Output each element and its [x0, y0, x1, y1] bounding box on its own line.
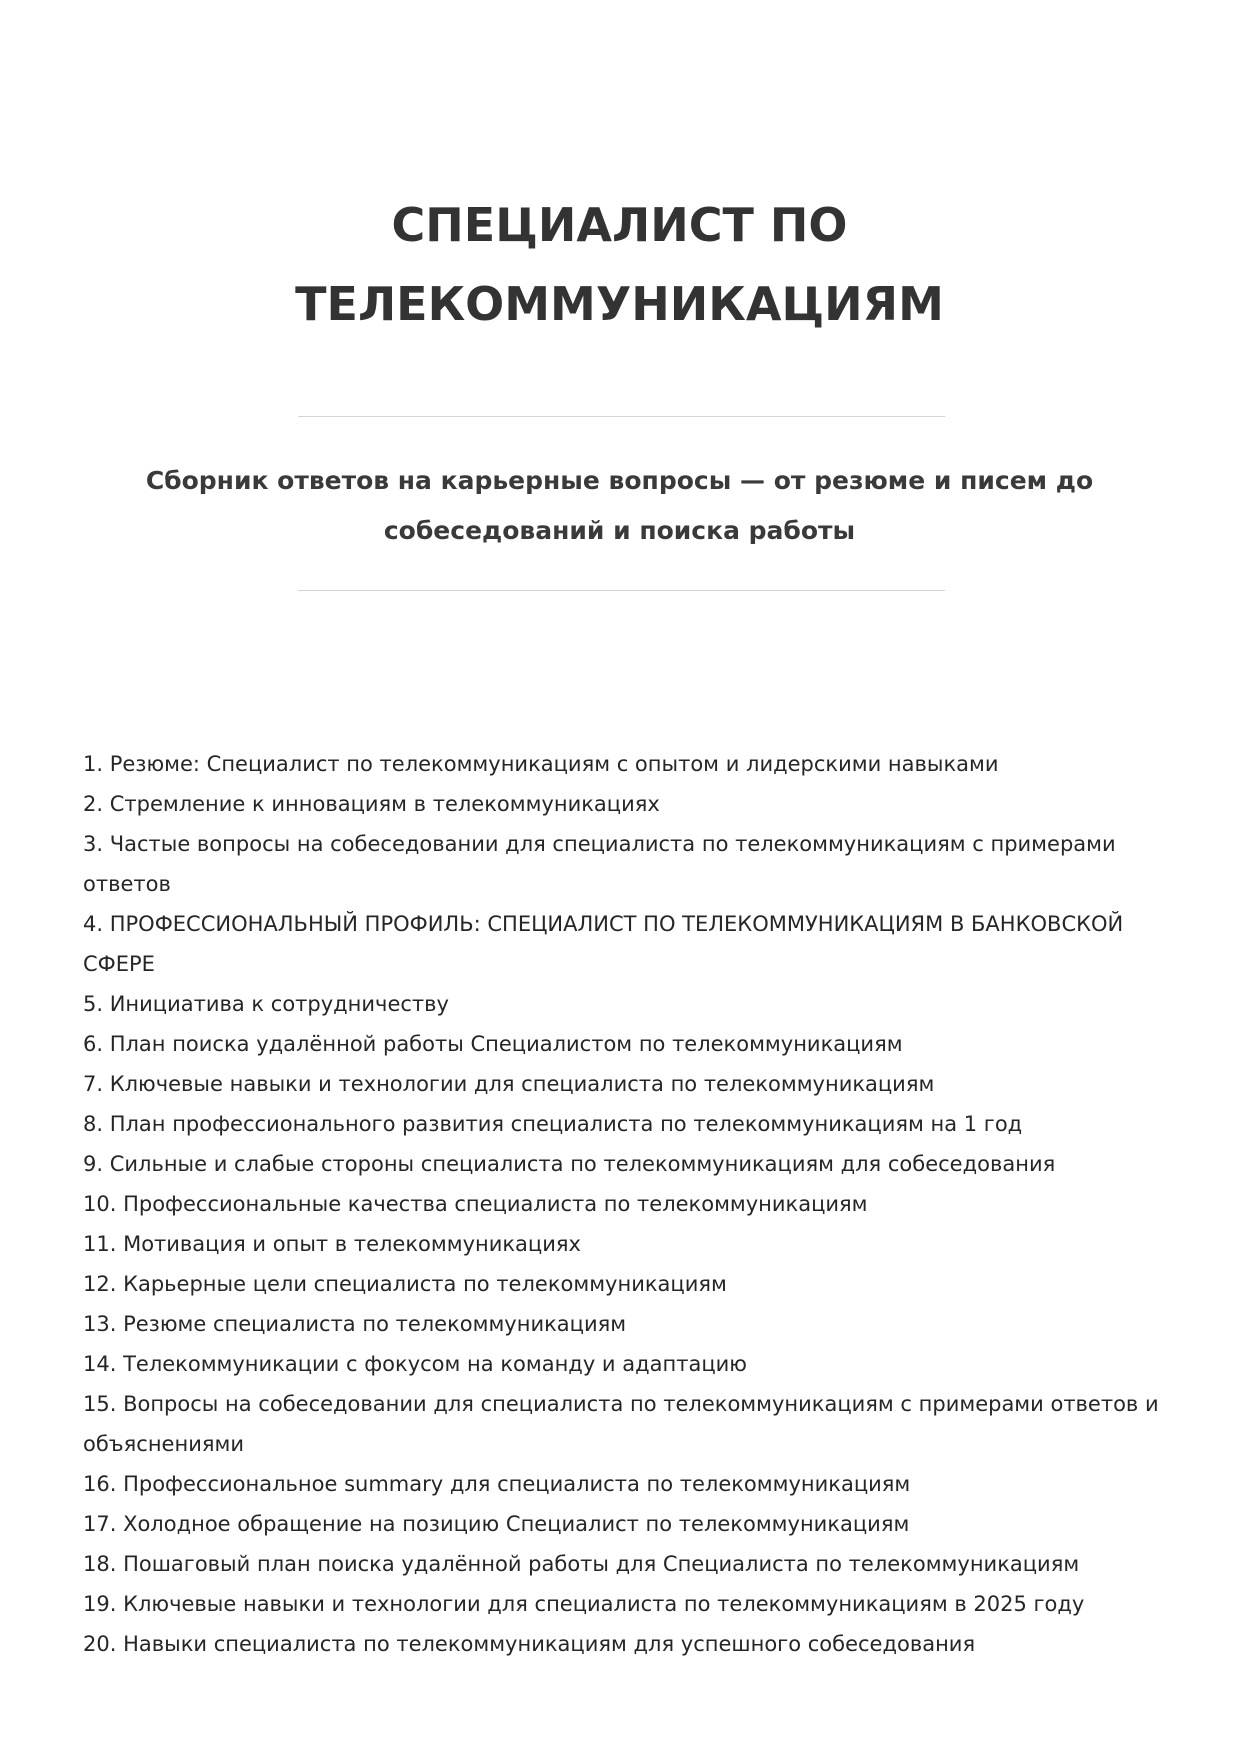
toc-item: 8. План профессионального развития специалиста по телекоммуникациям на 1 год — [83, 1112, 1023, 1136]
bottom-divider — [298, 590, 945, 591]
toc-item: 7. Ключевые навыки и технологии для специалиста по телекоммуникациям — [83, 1072, 935, 1096]
toc-item: 15. Вопросы на собеседовании для специалиста по телекоммуникациям с примерами ответов и объяснениями — [83, 1392, 1159, 1456]
subtitle-line-1: Сборник ответов на карьерные вопросы — от резюме и писем до — [145, 466, 1094, 495]
toc-item: 20. Навыки специалиста по телекоммуникациям для успешного собеседования — [83, 1632, 976, 1656]
page-title-line-1: СПЕЦИАЛИСТ ПО — [391, 198, 848, 252]
top-divider — [298, 416, 945, 417]
title-block — [0, 186, 1239, 344]
toc-item: 13. Резюме специалиста по телекоммуникациям — [83, 1312, 627, 1336]
toc-item: 12. Карьерные цели специалиста по телекоммуникациям — [83, 1272, 727, 1296]
toc-item: 18. Пошаговый план поиска удалённой работы для Специалиста по телекоммуникациям — [83, 1552, 1080, 1576]
toc-item: 4. ПРОФЕССИОНАЛЬНЫЙ ПРОФИЛЬ: СПЕЦИАЛИСТ ПО ТЕЛЕКОММУНИКАЦИЯМ В БАНКОВСКОЙ СФЕРЕ — [83, 912, 1124, 976]
toc-item: 14. Телекоммуникации с фокусом на команду и адаптацию — [83, 1352, 747, 1376]
toc-item: 2. Стремление к инновациям в телекоммуникациях — [83, 792, 660, 816]
toc-item: 19. Ключевые навыки и технологии для специалиста по телекоммуникациям в 2025 году — [83, 1592, 1085, 1616]
toc-item: 1. Резюме: Специалист по телекоммуникациям с опытом и лидерскими навыками — [83, 752, 999, 776]
page-title-line-2: ТЕЛЕКОММУНИКАЦИЯМ — [295, 277, 944, 331]
toc-item: 11. Мотивация и опыт в телекоммуникациях — [83, 1232, 581, 1256]
toc-item: 10. Профессиональные качества специалиста по телекоммуникациям — [83, 1192, 868, 1216]
toc-item: 16. Профессиональное summary для специалиста по телекоммуникациям — [83, 1472, 911, 1496]
page-title — [0, 186, 1239, 344]
table-of-contents — [83, 744, 1173, 1664]
toc-item: 9. Сильные и слабые стороны специалиста по телекоммуникациям для собеседования — [83, 1152, 1056, 1176]
toc-item: 5. Инициатива к сотрудничеству — [83, 992, 449, 1016]
subtitle — [0, 456, 1239, 556]
toc-item: 3. Частые вопросы на собеседовании для специалиста по телекоммуникациям с примерами ответов — [83, 832, 1116, 896]
toc-item: 6. План поиска удалённой работы Специалистом по телекоммуникациям — [83, 1032, 903, 1056]
toc-item: 17. Холодное обращение на позицию Специалист по телекоммуникациям — [83, 1512, 910, 1536]
subtitle-line-2: собеседований и поиска работы — [383, 516, 856, 545]
